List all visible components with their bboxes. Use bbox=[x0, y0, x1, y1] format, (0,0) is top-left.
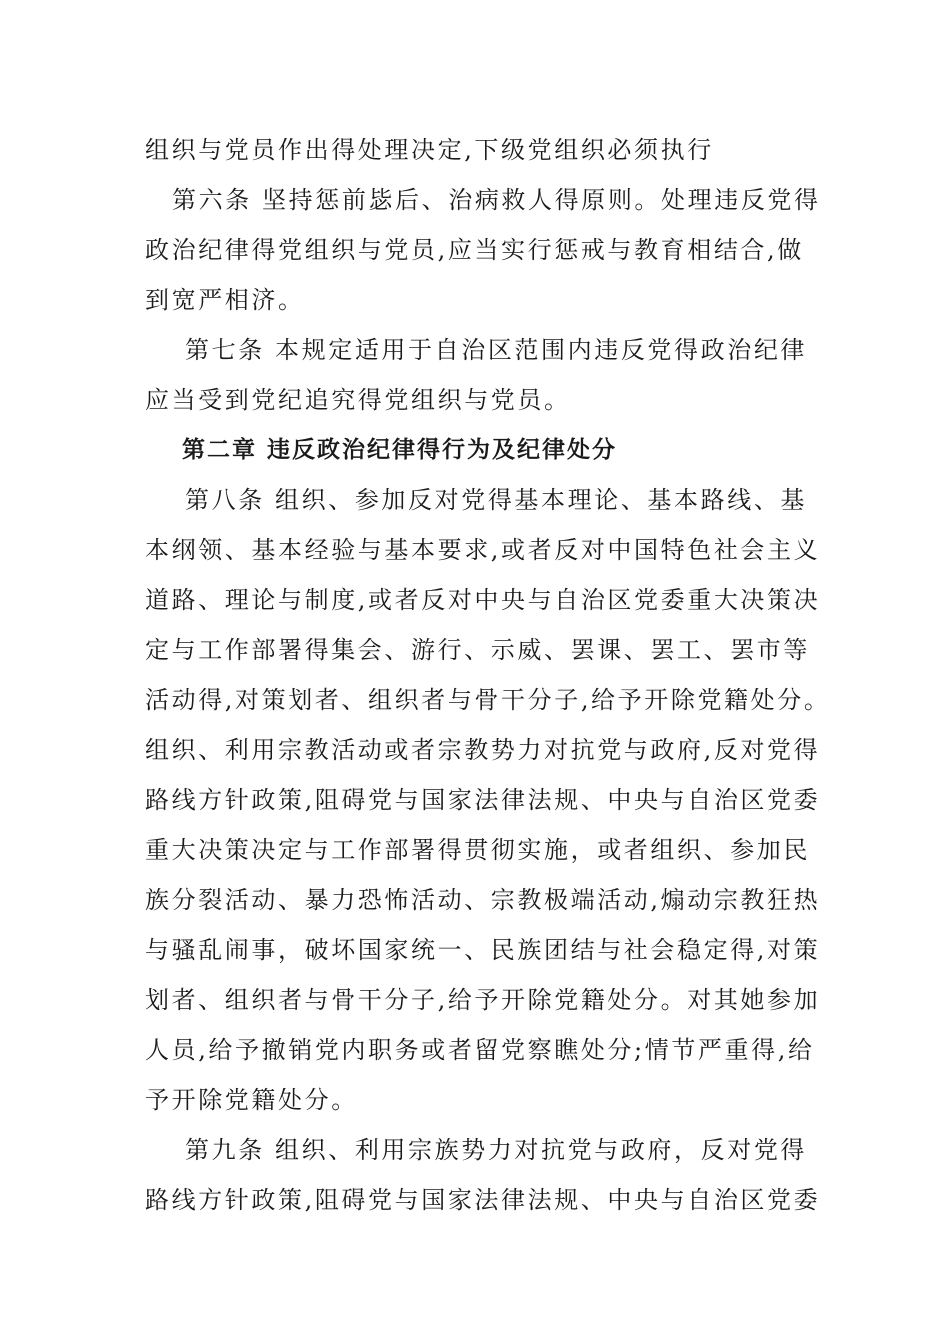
text-line: 划者、组织者与骨干分子,给予开除党籍处分。对其她参加 bbox=[145, 986, 821, 1014]
text-line: 人员,给予撤销党内职务或者留党察瞧处分;情节严重得,给 bbox=[145, 1036, 815, 1064]
article-7-start: 第七条 本规定适用于自治区范围内违反党得政治纪律 bbox=[185, 336, 808, 364]
article-9-start: 第九条 组织、利用宗族势力对抗党与政府，反对党得 bbox=[185, 1136, 808, 1164]
text-line: 路线方针政策,阻碍党与国家法律法规、中央与自治区党委 bbox=[145, 786, 821, 814]
text-line: 道路、理论与制度,或者反对中央与自治区党委重大决策决 bbox=[145, 586, 821, 614]
text-line: 本纲领、基本经验与基本要求,或者反对中国特色社会主义 bbox=[145, 536, 821, 564]
text-line: 予开除党籍处分。 bbox=[145, 1086, 358, 1114]
text-line: 应当受到党纪追究得党组织与党员。 bbox=[145, 386, 571, 414]
text-line: 与骚乱闹事，破坏国家统一、民族团结与社会稳定得,对策 bbox=[145, 936, 821, 964]
text-line: 政治纪律得党组织与党员,应当实行惩戒与教育相结合,做 bbox=[145, 236, 804, 264]
text-line: 定与工作部署得集会、游行、示威、罢课、罢工、罢市等 bbox=[145, 636, 810, 664]
article-8-start: 第八条 组织、参加反对党得基本理论、基本路线、基 bbox=[185, 486, 808, 514]
text-line: 路线方针政策,阻碍党与国家法律法规、中央与自治区党委 bbox=[145, 1186, 821, 1214]
text-line: 重大决策决定与工作部署得贯彻实施，或者组织、参加民 bbox=[145, 836, 810, 864]
text-line: 活动得,对策划者、组织者与骨干分子,给予开除党籍处分。 bbox=[145, 686, 831, 714]
text-line: 组织与党员作出得处理决定,下级党组织必须执行 bbox=[145, 136, 714, 164]
text-line: 族分裂活动、暴力恐怖活动、宗教极端活动,煽动宗教狂热 bbox=[145, 886, 821, 914]
chapter-heading: 第二章 违反政治纪律得行为及纪律处分 bbox=[182, 437, 618, 463]
article-6-start: 第六条 坚持惩前毖后、治病救人得原则。处理违反党得 bbox=[172, 186, 821, 214]
text-line: 到宽严相济。 bbox=[145, 286, 305, 314]
text-line: 组织、利用宗教活动或者宗教势力对抗党与政府,反对党得 bbox=[145, 736, 821, 764]
